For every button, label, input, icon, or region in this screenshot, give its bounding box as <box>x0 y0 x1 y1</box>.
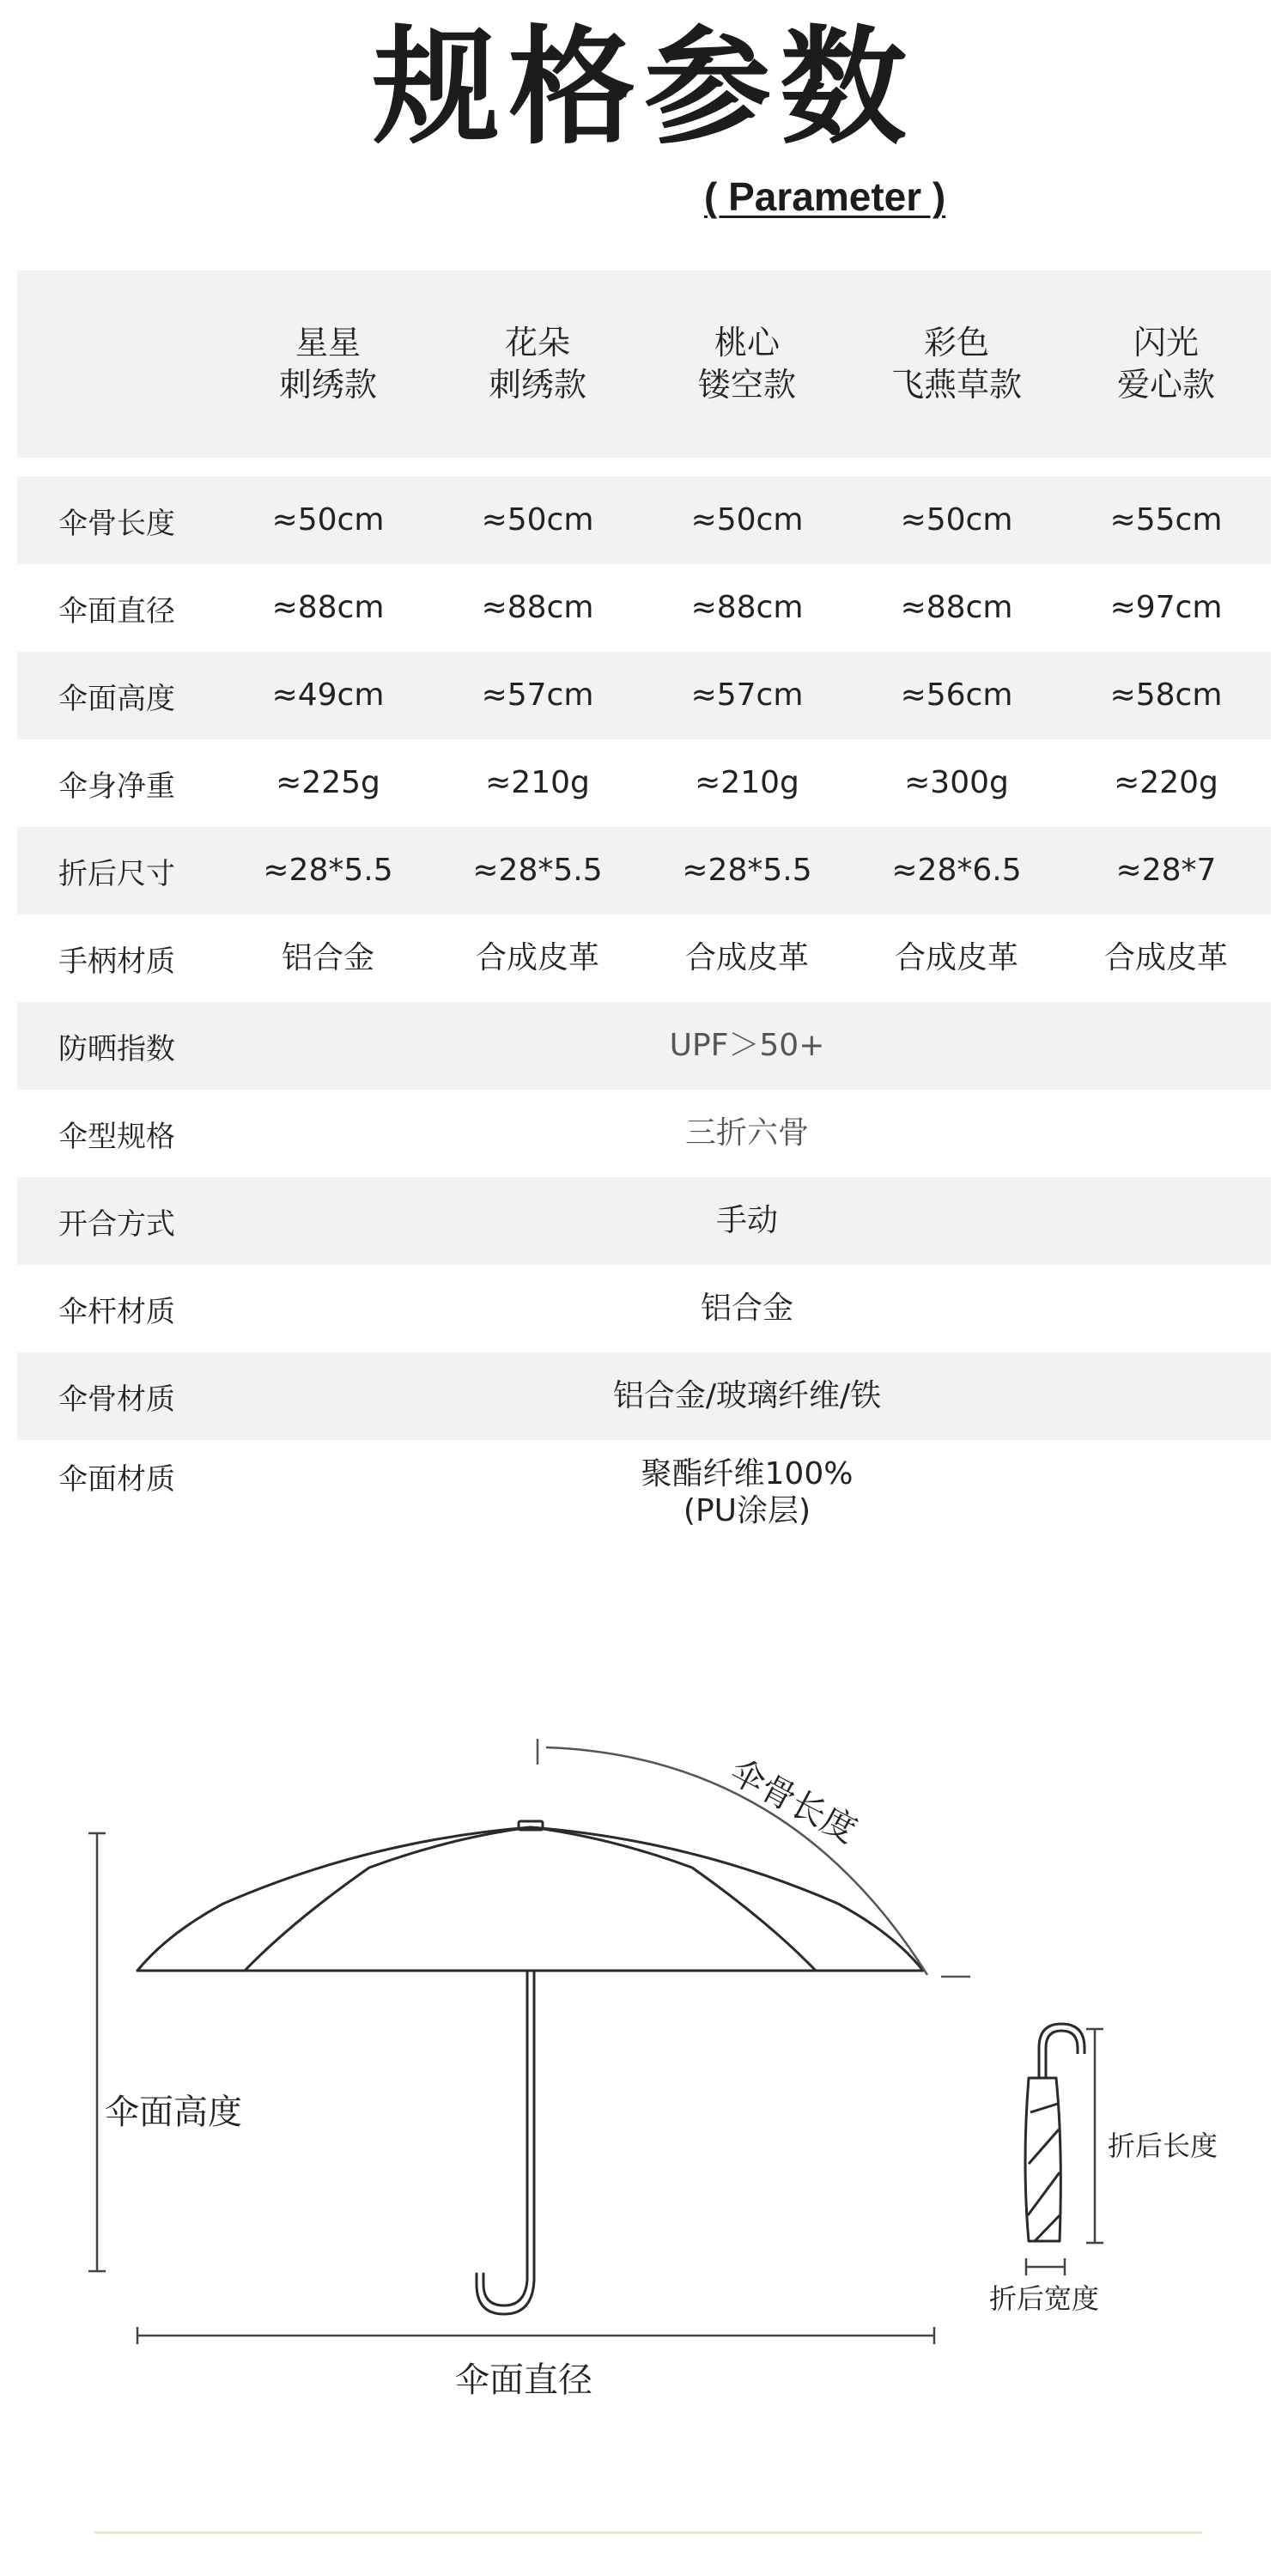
fabric-value-line1: 聚酯纤维100% <box>641 1456 854 1492</box>
column-header-line: 彩色 <box>923 323 989 361</box>
table-cell: ≈88cm <box>690 589 804 625</box>
column-header-line: 飞燕草款 <box>890 366 1022 404</box>
table-cell: ≈225g <box>276 764 380 800</box>
column-header-line: 爱心款 <box>1116 366 1215 404</box>
folded-umbrella-fold <box>1029 2129 1059 2164</box>
table-cell: ≈57cm <box>481 677 594 713</box>
table-row <box>17 1352 1271 1440</box>
table-cell: 合成皮革 <box>1103 939 1228 975</box>
row-label: 伞骨长度 <box>58 506 175 541</box>
table-cell: ≈28*7 <box>1115 852 1217 888</box>
table-cell: ≈88cm <box>900 589 1013 625</box>
umbrella-dimension-diagram <box>0 1700 1288 2404</box>
table-cell: ≈50cm <box>690 501 804 538</box>
column-header <box>642 322 852 407</box>
page-title: 规格参数 <box>373 14 915 161</box>
table-row <box>17 827 1271 914</box>
table-cell: ≈57cm <box>690 677 804 713</box>
table-row <box>17 564 1271 652</box>
row-label: 伞型规格 <box>58 1119 175 1154</box>
folded-umbrella-fold <box>1028 2172 1060 2215</box>
table-row <box>17 1090 1271 1177</box>
table-cell: ≈49cm <box>271 677 385 713</box>
row-label: 伞杆材质 <box>58 1294 175 1329</box>
table-cell: ≈88cm <box>481 589 594 625</box>
column-header <box>852 322 1061 407</box>
table-cell: 铝合金 <box>281 939 374 975</box>
folded-length-label: 折后长度 <box>1108 2129 1218 2162</box>
table-cell: ≈97cm <box>1109 589 1223 625</box>
column-header-line: 星星 <box>295 323 361 361</box>
table-row <box>17 652 1271 739</box>
table-cell: ≈210g <box>695 764 799 800</box>
table-cell: ≈56cm <box>900 677 1013 713</box>
folded-umbrella-fold <box>1035 2215 1060 2241</box>
row-label: 防晒指数 <box>58 1031 175 1066</box>
row-label: 伞身净重 <box>58 769 175 804</box>
umbrella-handle <box>477 2233 534 2314</box>
page-subtitle: ( Parameter ) <box>704 174 946 219</box>
table-cell: ≈50cm <box>481 501 594 538</box>
row-label: 开合方式 <box>58 1206 175 1242</box>
footer-divider <box>94 2531 1202 2534</box>
umbrella-handle <box>483 2233 527 2306</box>
canopy-diameter-label: 伞面直径 <box>455 2360 592 2400</box>
table-cell: ≈88cm <box>271 589 385 625</box>
umbrella-top-cap <box>519 1821 543 1830</box>
table-cell-shared: 铝合金 <box>700 1291 793 1327</box>
table-cell: ≈300g <box>904 764 1009 800</box>
table-row <box>17 1002 1271 1090</box>
table-row <box>17 1177 1271 1265</box>
column-header-line: 花朵 <box>504 323 570 361</box>
table-cell: ≈220g <box>1114 764 1218 800</box>
fabric-value-line2: (PU涂层) <box>683 1493 811 1529</box>
row-label: 折后尺寸 <box>58 856 175 891</box>
spec-table <box>17 270 1271 1550</box>
row-label: 伞骨材质 <box>58 1382 175 1417</box>
column-header-line: 镂空款 <box>697 366 796 404</box>
table-cell-shared: 手动 <box>715 1203 778 1239</box>
table-cell: ≈28*5.5 <box>472 852 603 888</box>
table-row <box>17 1440 1271 1550</box>
column-header <box>223 322 433 407</box>
table-cell-shared <box>223 1455 1271 1529</box>
row-label: 伞面直径 <box>58 593 175 629</box>
table-cell: ≈55cm <box>1109 501 1223 538</box>
column-header-line: 闪光 <box>1133 323 1199 361</box>
table-cell: 合成皮革 <box>475 939 599 975</box>
column-header <box>433 322 642 407</box>
rib-length-label: 伞骨长度 <box>723 1752 864 1851</box>
folded-umbrella-body <box>1025 2078 1060 2241</box>
table-cell: ≈28*5.5 <box>682 852 812 888</box>
table-cell: 合成皮革 <box>894 939 1018 975</box>
table-cell: ≈50cm <box>900 501 1013 538</box>
table-cell-shared: UPF＞50+ <box>669 1028 825 1064</box>
umbrella-canopy-outline <box>137 1827 923 1971</box>
table-cell: 合成皮革 <box>684 939 809 975</box>
table-cell: ≈50cm <box>271 501 385 538</box>
row-label: 伞面高度 <box>58 681 175 716</box>
table-cell-shared: 铝合金/玻璃纤维/铁 <box>612 1378 882 1414</box>
canopy-height-label: 伞面高度 <box>105 2093 242 2132</box>
folded-umbrella-handle <box>1046 2031 1078 2078</box>
table-row <box>17 739 1271 827</box>
table-cell: ≈210g <box>485 764 590 800</box>
table-cell: ≈28*5.5 <box>263 852 393 888</box>
column-header <box>1061 322 1271 407</box>
table-header-row <box>17 270 1271 458</box>
column-header-line: 桃心 <box>714 323 780 361</box>
table-cell-shared: 三折六骨 <box>684 1115 809 1151</box>
table-cell: ≈58cm <box>1109 677 1223 713</box>
row-label: 手柄材质 <box>58 944 175 979</box>
column-header-line: 刺绣款 <box>278 366 377 404</box>
folded-width-label: 折后宽度 <box>989 2282 1100 2315</box>
folded-umbrella-fold <box>1030 2104 1058 2112</box>
table-cell: ≈28*6.5 <box>891 852 1022 888</box>
column-header-line: 刺绣款 <box>488 366 586 404</box>
table-row <box>17 477 1271 564</box>
table-row <box>17 914 1271 1002</box>
row-label: 伞面材质 <box>58 1462 175 1497</box>
table-row <box>17 1265 1271 1352</box>
